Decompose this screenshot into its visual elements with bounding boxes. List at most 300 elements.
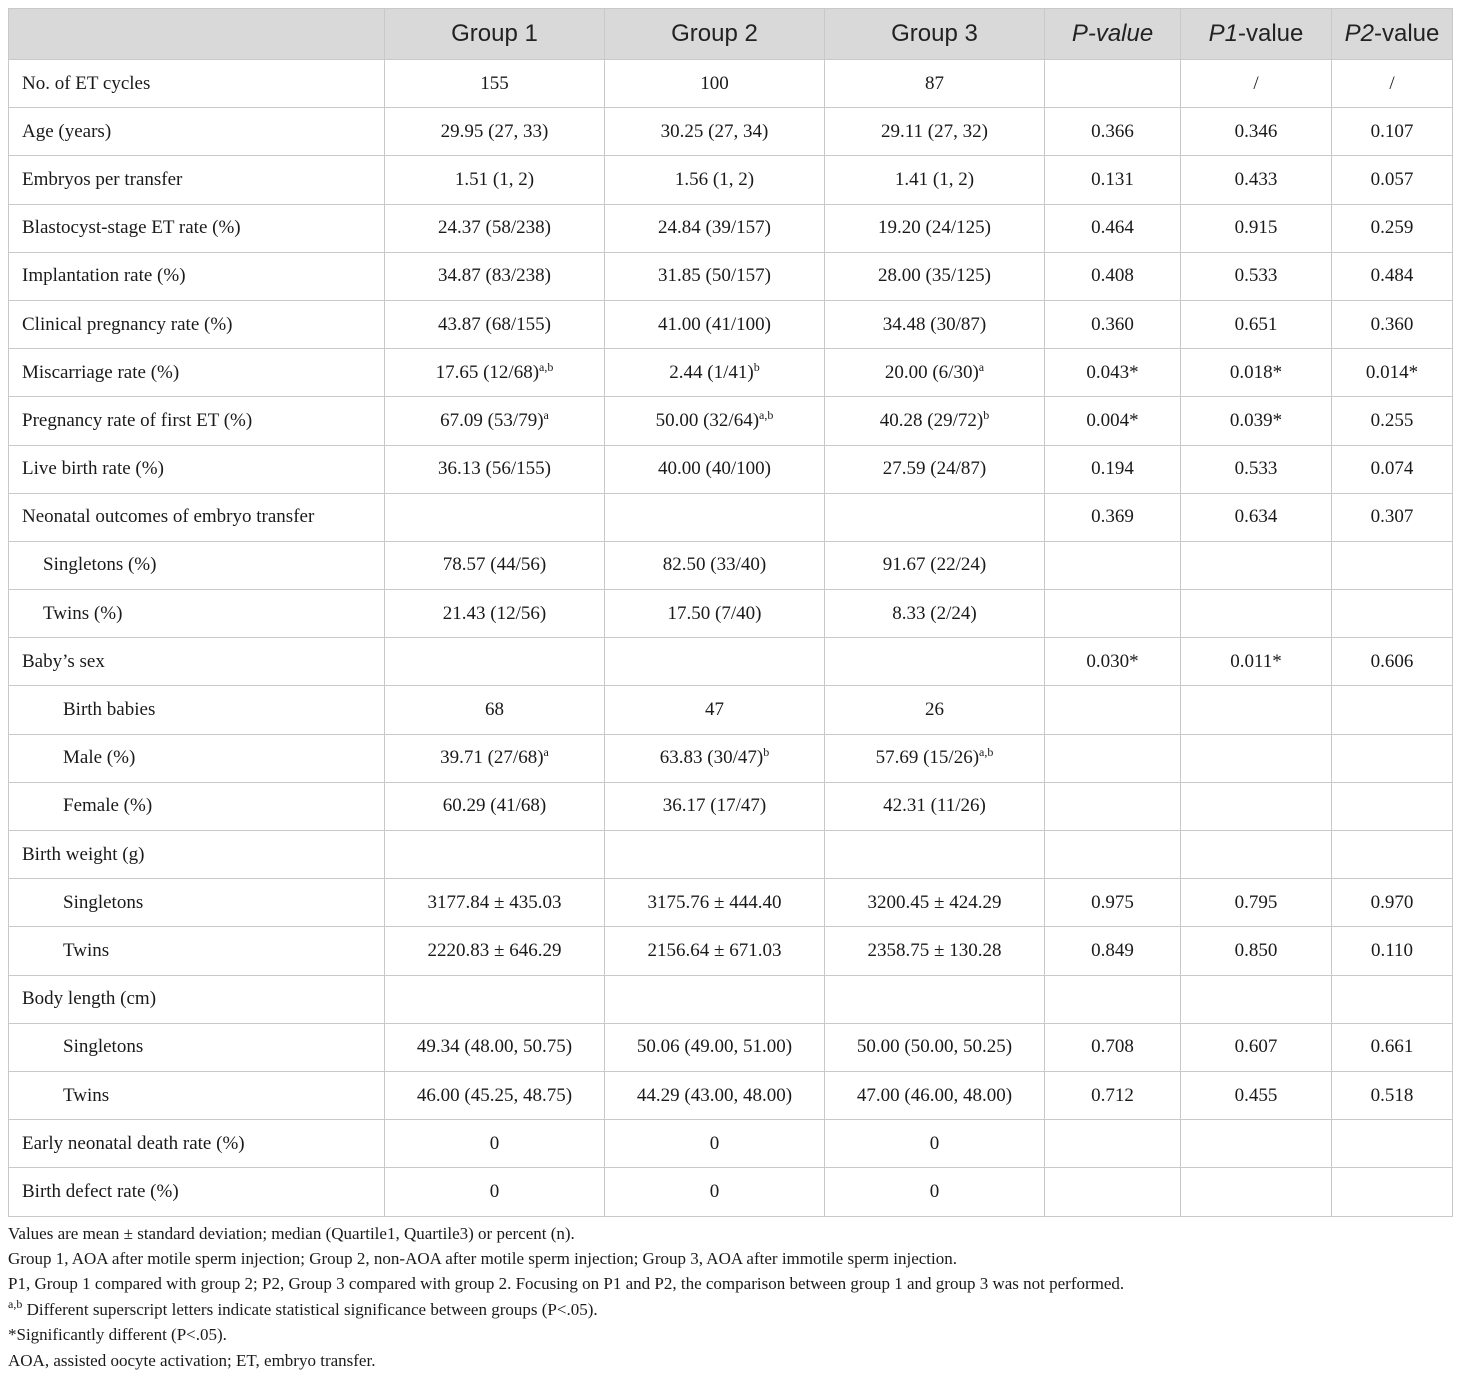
p-value-text: 0.131	[1091, 168, 1134, 190]
p1-value-text: 0.915	[1234, 217, 1278, 239]
group-3-value-text: 87	[925, 72, 944, 94]
group-3-value	[825, 60, 1045, 108]
p1-value-text: 0.651	[1234, 313, 1278, 335]
group-3-value	[825, 108, 1045, 156]
p-value	[1045, 1071, 1181, 1119]
footnote-line: *Significantly different (P<.05).	[8, 1325, 227, 1345]
group-2-value	[605, 975, 825, 1023]
p2-value	[1332, 1071, 1453, 1119]
row-label: Birth weight (g)	[9, 831, 385, 879]
group-2-value	[605, 204, 825, 252]
row-label: Pregnancy rate of first ET (%)	[9, 397, 385, 445]
p2-value-text: 0.970	[1370, 891, 1414, 913]
group-3-value	[825, 686, 1045, 734]
group-2-value	[605, 541, 825, 589]
group-2-value-text: 41.00 (41/100)	[658, 313, 771, 335]
group-1-value-text: 21.43 (12/56)	[442, 602, 547, 624]
group-2-value-text: 24.84 (39/157)	[658, 217, 771, 239]
group-3-value-text: 0	[929, 1132, 940, 1154]
table-row	[9, 686, 1453, 734]
results-table	[8, 8, 1453, 1217]
group-2-value-text: 30.25 (27, 34)	[660, 120, 769, 142]
p1-value-text: 0.634	[1234, 506, 1278, 528]
p1-value	[1181, 927, 1332, 975]
group-3-value	[825, 397, 1045, 445]
group-3-value-text: 29.11 (27, 32)	[881, 120, 988, 142]
group-1-value-text: 2220.83 ± 646.29	[427, 939, 562, 961]
p1-value-text: /	[1253, 72, 1259, 94]
p1-value	[1181, 638, 1332, 686]
group-1-value-text: 43.87 (68/155)	[438, 313, 551, 335]
group-2-value	[605, 397, 825, 445]
group-1-value-text: 49.34 (48.00, 50.75)	[416, 1036, 573, 1058]
footnote-line	[8, 1297, 1452, 1322]
p2-value	[1332, 638, 1453, 686]
header-empty	[9, 9, 385, 60]
group-2-value	[605, 60, 825, 108]
group-2-value	[605, 1120, 825, 1168]
p-value	[1045, 879, 1181, 927]
p1-value	[1181, 1120, 1332, 1168]
group-3-value	[825, 541, 1045, 589]
row-label: Female (%)	[9, 782, 385, 830]
group-1-value	[385, 397, 605, 445]
group-2-value-text: 100	[700, 72, 729, 94]
p-value	[1045, 1023, 1181, 1071]
p-value	[1045, 782, 1181, 830]
significance-superscript: b	[983, 407, 990, 422]
group-1-value-text: 1.51 (1, 2)	[454, 168, 535, 190]
group-1-value	[385, 686, 605, 734]
group-3-value-text: 50.00 (50.00, 50.25)	[856, 1036, 1013, 1058]
group-3-value-text: 20.00 (6/30)	[884, 361, 979, 383]
p-value-text: 0.712	[1091, 1084, 1134, 1106]
group-1-value	[385, 734, 605, 782]
p-value	[1045, 300, 1181, 348]
header-group-1: Group 1	[385, 9, 605, 60]
group-1-value	[385, 1071, 605, 1119]
row-label: Birth babies	[9, 686, 385, 734]
group-3-value-text: 34.48 (30/87)	[882, 313, 987, 335]
group-1-value	[385, 1168, 605, 1216]
table-row	[9, 252, 1453, 300]
group-3-value-text: 28.00 (35/125)	[878, 265, 991, 287]
group-3-value	[825, 252, 1045, 300]
table-row	[9, 108, 1453, 156]
table-footnotes	[8, 1221, 1452, 1373]
p1-value-text: 0.455	[1234, 1084, 1278, 1106]
group-3-value	[825, 879, 1045, 927]
p2-value	[1332, 831, 1453, 879]
row-label: Male (%)	[9, 734, 385, 782]
p-value	[1045, 349, 1181, 397]
group-3-value	[825, 1168, 1045, 1216]
p1-value	[1181, 349, 1332, 397]
p-value	[1045, 831, 1181, 879]
group-3-value	[825, 445, 1045, 493]
p-value	[1045, 397, 1181, 445]
p1-value-text: 0.795	[1234, 891, 1278, 913]
p2-value	[1332, 1023, 1453, 1071]
p1-value	[1181, 782, 1332, 830]
table-body	[9, 60, 1453, 1217]
p-value	[1045, 927, 1181, 975]
group-1-value	[385, 782, 605, 830]
group-2-value	[605, 782, 825, 830]
row-label: Singletons	[9, 879, 385, 927]
group-1-value	[385, 975, 605, 1023]
group-3-value	[825, 1120, 1045, 1168]
group-2-value	[605, 445, 825, 493]
row-label: Miscarriage rate (%)	[9, 349, 385, 397]
group-3-value-text: 3200.45 ± 424.29	[867, 891, 1002, 913]
table-row	[9, 204, 1453, 252]
p2-value-text: 0.661	[1370, 1036, 1414, 1058]
table-row	[9, 300, 1453, 348]
group-2-value-text: 50.06 (49.00, 51.00)	[636, 1036, 793, 1058]
group-1-value	[385, 60, 605, 108]
table-row	[9, 782, 1453, 830]
header-group-2: Group 2	[605, 9, 825, 60]
group-1-value	[385, 252, 605, 300]
group-3-value-text: 47.00 (46.00, 48.00)	[856, 1084, 1013, 1106]
p1-value	[1181, 445, 1332, 493]
p-value	[1045, 1168, 1181, 1216]
p1-value	[1181, 60, 1332, 108]
significance-superscript: a,b	[539, 359, 554, 374]
p2-value-text: 0.307	[1370, 506, 1414, 528]
group-3-value	[825, 349, 1045, 397]
p-value	[1045, 493, 1181, 541]
group-3-value	[825, 493, 1045, 541]
group-1-value-text: 60.29 (41/68)	[442, 795, 547, 817]
group-2-value	[605, 349, 825, 397]
row-label: Age (years)	[9, 108, 385, 156]
row-label: Clinical pregnancy rate (%)	[9, 300, 385, 348]
p2-value-text: 0.107	[1370, 120, 1414, 142]
row-label: Live birth rate (%)	[9, 445, 385, 493]
group-3-value	[825, 782, 1045, 830]
p2-value	[1332, 60, 1453, 108]
group-3-value	[825, 831, 1045, 879]
group-3-value-text: 1.41 (1, 2)	[894, 168, 975, 190]
group-3-value-text: 0	[929, 1180, 940, 1202]
row-label: Singletons (%)	[9, 541, 385, 589]
group-2-value	[605, 108, 825, 156]
significance-superscript: b	[763, 745, 770, 760]
significance-superscript: a,b	[979, 745, 994, 760]
p1-value	[1181, 493, 1332, 541]
group-3-value	[825, 156, 1045, 204]
group-2-value	[605, 300, 825, 348]
group-1-value	[385, 108, 605, 156]
group-2-value-text: 44.29 (43.00, 48.00)	[636, 1084, 793, 1106]
p2-value-text: 0.014*	[1365, 361, 1419, 383]
p2-value-text: 0.484	[1370, 265, 1414, 287]
group-1-value-text: 3177.84 ± 435.03	[427, 891, 562, 913]
p1-value	[1181, 1023, 1332, 1071]
group-1-value-text: 78.57 (44/56)	[442, 554, 547, 576]
group-2-value-text: 2.44 (1/41)	[669, 361, 754, 383]
header-p-value: P-value	[1045, 9, 1181, 60]
p-value	[1045, 108, 1181, 156]
p2-value	[1332, 541, 1453, 589]
p2-value	[1332, 686, 1453, 734]
group-1-value	[385, 204, 605, 252]
group-2-value-text: 36.17 (17/47)	[662, 795, 767, 817]
table-row	[9, 60, 1453, 108]
group-2-value-text: 63.83 (30/47)	[659, 747, 764, 769]
group-1-value-text: 34.87 (83/238)	[438, 265, 551, 287]
group-1-value-text: 155	[480, 72, 509, 94]
group-1-value-text: 67.09 (53/79)	[440, 409, 544, 431]
p-value-text: 0.408	[1091, 265, 1134, 287]
group-1-value	[385, 638, 605, 686]
footnote-line: Group 1, AOA after motile sperm injection; Group 2, non-AOA after motile sperm injection; Group 3, AOA after immotile sperm injection.	[8, 1248, 957, 1268]
group-2-value-text: 31.85 (50/157)	[658, 265, 771, 287]
table-container	[8, 8, 1452, 1373]
table-row	[9, 879, 1453, 927]
group-2-value	[605, 879, 825, 927]
significance-superscript: a	[543, 407, 549, 422]
significance-superscript: a	[978, 359, 985, 374]
group-3-value	[825, 638, 1045, 686]
footnote-line: Values are mean ± standard deviation; median (Quartile1, Quartile3) or percent (n).	[8, 1223, 575, 1243]
group-1-value-text: 29.95 (27, 33)	[440, 120, 549, 142]
group-2-value	[605, 1023, 825, 1071]
group-2-value-text: 3175.76 ± 444.40	[647, 891, 782, 913]
group-1-value-text: 36.13 (56/155)	[438, 458, 551, 480]
p2-value	[1332, 252, 1453, 300]
footnote-superscript: a,b	[8, 1296, 23, 1311]
p2-value-text: 0.057	[1370, 168, 1414, 190]
p2-value	[1332, 975, 1453, 1023]
p1-value-text: 0.011*	[1230, 650, 1282, 672]
p1-value-text: 0.018*	[1229, 361, 1283, 383]
table-header-row	[9, 9, 1453, 60]
significance-superscript: a,b	[759, 407, 774, 422]
p1-value	[1181, 204, 1332, 252]
group-1-value	[385, 445, 605, 493]
p2-value	[1332, 782, 1453, 830]
p2-value-text: /	[1389, 72, 1395, 94]
p2-value-text: 0.606	[1370, 650, 1414, 672]
row-label: Implantation rate (%)	[9, 252, 385, 300]
group-2-value-text: 40.00 (40/100)	[658, 458, 771, 480]
p-value	[1045, 60, 1181, 108]
p-value-text: 0.360	[1091, 313, 1134, 335]
p1-value-text: 0.607	[1234, 1036, 1278, 1058]
table-row	[9, 1023, 1453, 1071]
group-1-value	[385, 300, 605, 348]
footnote-line: P1, Group 1 compared with group 2; P2, Group 3 compared with group 2. Focusing on P1 and P2, the comparison between group 1 and group 3 was not performed.	[8, 1274, 1125, 1294]
row-label: Early neonatal death rate (%)	[9, 1120, 385, 1168]
group-2-value	[605, 493, 825, 541]
group-2-value	[605, 1168, 825, 1216]
group-2-value-text: 0	[709, 1132, 720, 1154]
p1-value-text: 0.433	[1234, 168, 1278, 190]
p2-value-text: 0.518	[1370, 1084, 1414, 1106]
table-row	[9, 638, 1453, 686]
p1-value	[1181, 879, 1332, 927]
p1-value	[1181, 1071, 1332, 1119]
p-value-text: 0.043*	[1086, 361, 1139, 383]
group-1-value	[385, 156, 605, 204]
group-2-value-text: 2156.64 ± 671.03	[647, 939, 782, 961]
p-value	[1045, 445, 1181, 493]
p1-value	[1181, 156, 1332, 204]
p1-value-text: 0.533	[1234, 265, 1278, 287]
p1-value	[1181, 590, 1332, 638]
p-value	[1045, 252, 1181, 300]
group-2-value-text: 1.56 (1, 2)	[674, 168, 755, 190]
group-2-value-text: 0	[709, 1180, 720, 1202]
p2-value-text: 0.255	[1370, 409, 1414, 431]
row-label: Twins	[9, 927, 385, 975]
p-value-text: 0.194	[1091, 458, 1134, 480]
p2-value	[1332, 493, 1453, 541]
p2-value	[1332, 300, 1453, 348]
group-1-value	[385, 590, 605, 638]
table-row	[9, 927, 1453, 975]
table-row	[9, 590, 1453, 638]
p-value	[1045, 734, 1181, 782]
group-2-value	[605, 156, 825, 204]
header-p2-value: P2-value	[1332, 9, 1453, 60]
p-value	[1045, 975, 1181, 1023]
row-label: Embryos per transfer	[9, 156, 385, 204]
group-1-value-text: 24.37 (58/238)	[438, 217, 551, 239]
p1-value-text: 0.850	[1234, 939, 1278, 961]
p-value	[1045, 686, 1181, 734]
table-row	[9, 445, 1453, 493]
table-row	[9, 734, 1453, 782]
group-2-value	[605, 1071, 825, 1119]
row-label: Blastocyst-stage ET rate (%)	[9, 204, 385, 252]
table-row	[9, 1168, 1453, 1216]
group-3-value	[825, 204, 1045, 252]
table-row	[9, 349, 1453, 397]
p-value-text: 0.708	[1091, 1036, 1134, 1058]
group-3-value-text: 27.59 (24/87)	[882, 458, 987, 480]
p1-value	[1181, 831, 1332, 879]
table-row	[9, 156, 1453, 204]
p2-value-text: 0.259	[1370, 217, 1414, 239]
p2-value	[1332, 204, 1453, 252]
p-value	[1045, 590, 1181, 638]
group-3-value-text: 8.33 (2/24)	[892, 602, 977, 624]
table-row	[9, 1120, 1453, 1168]
group-2-value	[605, 252, 825, 300]
p2-value	[1332, 734, 1453, 782]
header-p1-value: P1-value	[1181, 9, 1332, 60]
p2-value	[1332, 349, 1453, 397]
row-label: Birth defect rate (%)	[9, 1168, 385, 1216]
row-label: Twins	[9, 1071, 385, 1119]
p2-value-text: 0.360	[1370, 313, 1414, 335]
table-row	[9, 493, 1453, 541]
p2-value	[1332, 879, 1453, 927]
group-1-value	[385, 927, 605, 975]
group-3-value-text: 40.28 (29/72)	[879, 409, 984, 431]
group-2-value-text: 82.50 (33/40)	[662, 554, 767, 576]
group-1-value	[385, 493, 605, 541]
header-group-3: Group 3	[825, 9, 1045, 60]
group-3-value-text: 57.69 (15/26)	[875, 747, 980, 769]
p-value	[1045, 541, 1181, 589]
p2-value	[1332, 590, 1453, 638]
group-1-value-text: 46.00 (45.25, 48.75)	[416, 1084, 573, 1106]
group-2-value-text: 47	[705, 699, 724, 721]
group-1-value-text: 0	[489, 1132, 500, 1154]
p2-value	[1332, 108, 1453, 156]
p-value-text: 0.849	[1091, 939, 1134, 961]
group-3-value-text: 19.20 (24/125)	[878, 217, 991, 239]
significance-superscript: b	[753, 359, 760, 374]
p1-value	[1181, 1168, 1332, 1216]
table-row	[9, 1071, 1453, 1119]
p1-value	[1181, 252, 1332, 300]
group-1-value	[385, 831, 605, 879]
p2-value	[1332, 1120, 1453, 1168]
p1-value-text: 0.039*	[1229, 409, 1283, 431]
group-2-value	[605, 831, 825, 879]
group-1-value-text: 17.65 (12/68)	[435, 361, 540, 383]
footnote-text: Different superscript letters indicate statistical significance between groups (P<.05).	[22, 1299, 598, 1319]
p-value-text: 0.366	[1091, 120, 1134, 142]
table-row	[9, 831, 1453, 879]
p-value-text: 0.004*	[1086, 409, 1139, 431]
group-2-value-text: 17.50 (7/40)	[667, 602, 762, 624]
group-1-value-text: 39.71 (27/68)	[440, 747, 544, 769]
group-3-value	[825, 590, 1045, 638]
table-row	[9, 541, 1453, 589]
group-3-value-text: 91.67 (22/24)	[882, 554, 987, 576]
p2-value	[1332, 927, 1453, 975]
row-label: Body length (cm)	[9, 975, 385, 1023]
group-3-value	[825, 975, 1045, 1023]
p-value	[1045, 156, 1181, 204]
p1-value	[1181, 108, 1332, 156]
row-label: Baby’s sex	[9, 638, 385, 686]
group-1-value-text: 0	[489, 1180, 500, 1202]
footnote-line: AOA, assisted oocyte activation; ET, embryo transfer.	[8, 1350, 376, 1370]
group-2-value	[605, 590, 825, 638]
p1-value	[1181, 541, 1332, 589]
group-1-value	[385, 541, 605, 589]
group-2-value-text: 50.00 (32/64)	[655, 409, 760, 431]
p1-value	[1181, 300, 1332, 348]
p-value	[1045, 638, 1181, 686]
group-3-value	[825, 734, 1045, 782]
p-value-text: 0.464	[1091, 217, 1134, 239]
p1-value	[1181, 734, 1332, 782]
group-3-value	[825, 927, 1045, 975]
group-2-value	[605, 927, 825, 975]
p1-value	[1181, 975, 1332, 1023]
p1-value	[1181, 686, 1332, 734]
group-1-value	[385, 349, 605, 397]
p1-value	[1181, 397, 1332, 445]
group-1-value	[385, 1120, 605, 1168]
p-value-text: 0.369	[1091, 506, 1134, 528]
p2-value	[1332, 397, 1453, 445]
row-label: Singletons	[9, 1023, 385, 1071]
p-value-text: 0.975	[1091, 891, 1134, 913]
group-3-value-text: 26	[925, 699, 944, 721]
group-3-value-text: 42.31 (11/26)	[883, 795, 986, 817]
group-3-value	[825, 1023, 1045, 1071]
